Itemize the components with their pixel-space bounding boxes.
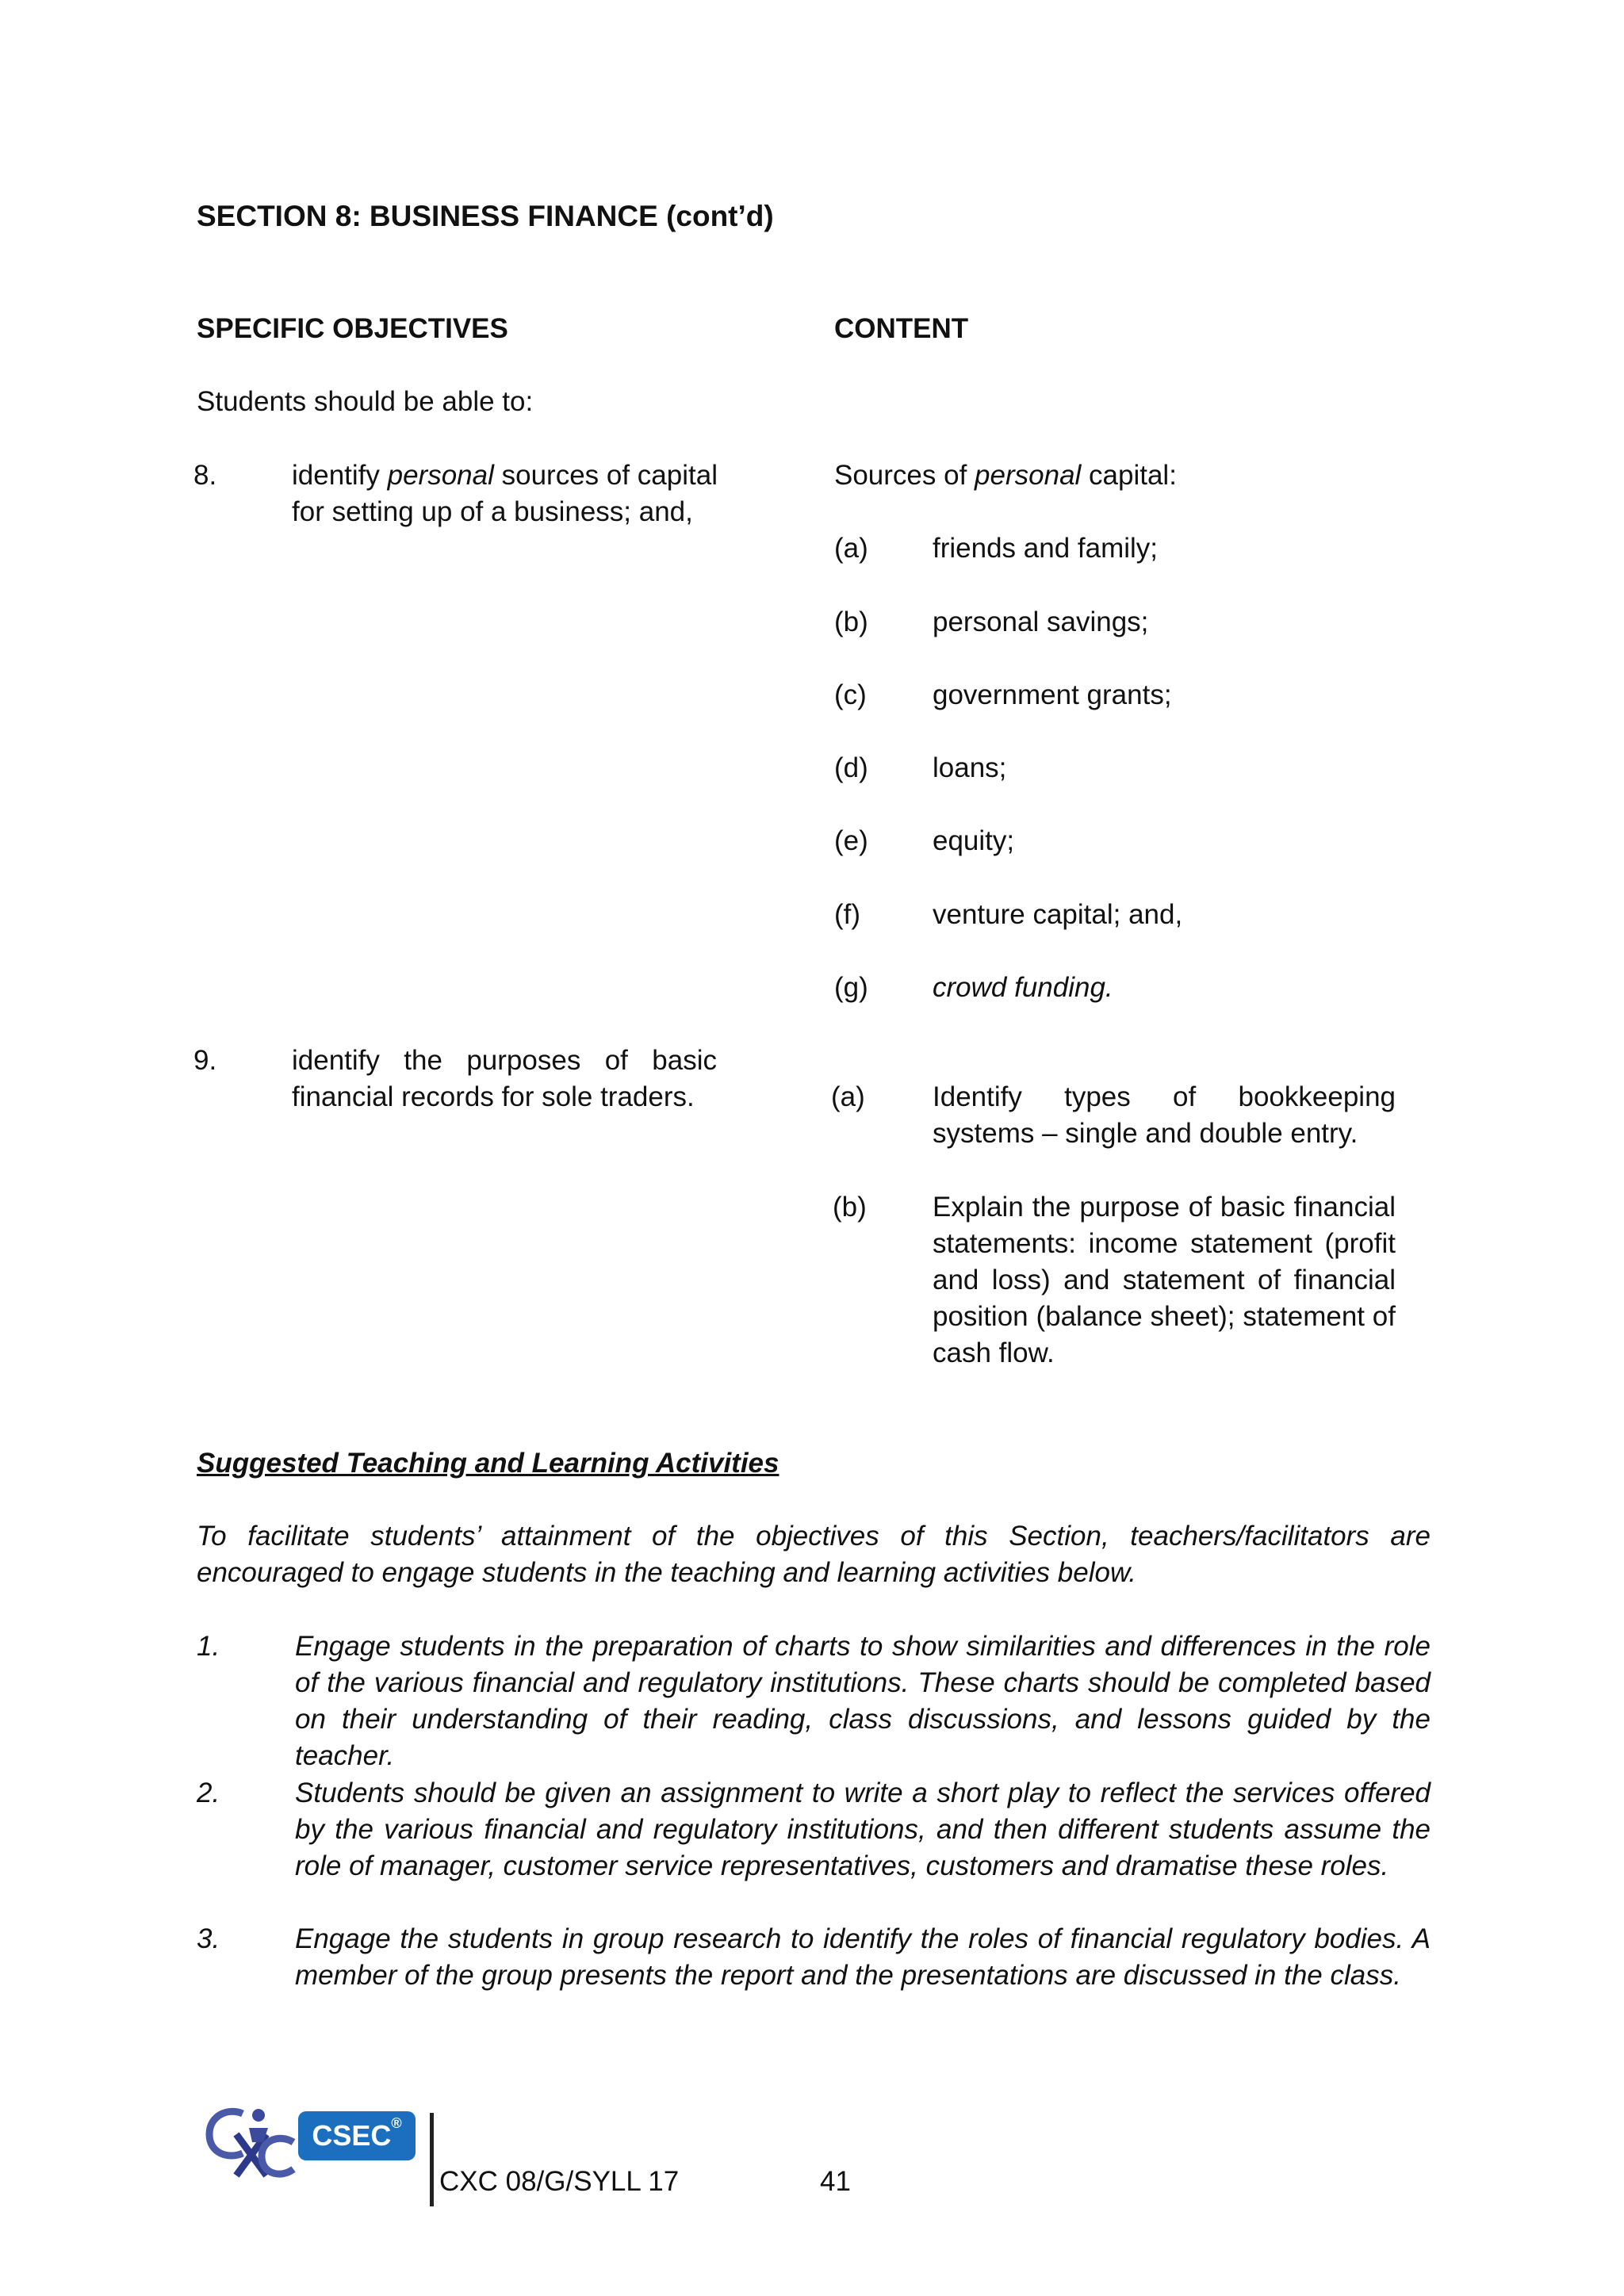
cxc-logo-icon	[205, 2104, 298, 2180]
activities-heading: Suggested Teaching and Learning Activities	[197, 1448, 779, 1479]
content-8-item-b-text: personal savings;	[933, 607, 1149, 637]
content-8-lead: Sources of personal capital:	[834, 460, 1177, 491]
activity-2-number: 2.	[197, 1777, 220, 1808]
objective-9-line-1: identify the purposes of basic	[292, 1045, 717, 1076]
content-9-b-label: (b)	[833, 1192, 867, 1223]
content-8-item-c-label: (c)	[834, 679, 867, 710]
content-header: CONTENT	[834, 313, 969, 344]
content-9-b-text: Explain the purpose of basic financial statements: income statement (profit and loss) and statement of financial position (balance sheet); statement of cash flow.	[933, 1192, 1396, 1368]
objective-9-line-2: financial records for sole traders.	[292, 1081, 695, 1112]
csec-logo: CSEC®	[298, 2111, 416, 2160]
content-9-a-label: (a)	[831, 1081, 865, 1112]
content-8-item-g-label: (g)	[834, 972, 868, 1003]
content-8-item-d-label: (d)	[834, 752, 868, 783]
footer-code: CXC 08/G/SYLL 17	[439, 2166, 680, 2197]
objective-8-text: identify personal sources of capital for setting up of a business; and,	[292, 460, 718, 527]
content-8-item-c-text: government grants;	[933, 679, 1172, 710]
objective-8-number: 8.	[193, 460, 217, 491]
section-title: SECTION 8: BUSINESS FINANCE (cont’d)	[197, 200, 774, 232]
activity-1-number: 1.	[197, 1631, 220, 1662]
footer-divider	[430, 2113, 434, 2206]
objective-9-number: 9.	[193, 1045, 217, 1076]
content-8-item-g-text: crowd funding.	[933, 972, 1113, 1003]
objectives-intro: Students should be able to:	[197, 386, 534, 417]
content-8-item-f-label: (f)	[834, 899, 861, 930]
page-number: 41	[820, 2166, 851, 2197]
content-8-item-a-text: friends and family;	[933, 533, 1159, 564]
activity-3-number: 3.	[197, 1923, 220, 1954]
content-8-item-d-text: loans;	[933, 752, 1007, 783]
content-8-item-a-label: (a)	[834, 533, 868, 564]
content-9-a-text: Identify types of bookkeeping systems – single and double entry.	[933, 1081, 1396, 1149]
activity-3-text: Engage the students in group research to identify the roles of financial regulatory bodies. A member of the group presents the report and the presentations are discussed in the class.	[295, 1923, 1431, 1991]
activity-1-text: Engage students in the preparation of charts to show similarities and differences in the role of the various financial and regulatory institutions. These charts should be completed based on their understanding of their reading, class discussions, and lessons guided by the teacher.	[295, 1631, 1431, 1771]
content-8-item-f-text: venture capital; and,	[933, 899, 1183, 930]
activity-2-text: Students should be given an assignment to write a short play to reflect the services offered by the various financial and regulatory institutions, and then different students assume the role of manager, customer service representatives, customers and dramatise these roles.	[295, 1777, 1431, 1881]
content-8-item-e-text: equity;	[933, 825, 1015, 856]
content-8-item-b-label: (b)	[834, 607, 868, 637]
content-8-item-e-label: (e)	[834, 825, 868, 856]
activities-intro: To facilitate students’ attainment of the objectives of this Section, teachers/facilitators are encouraged to engage students in the teaching and learning activities below.	[197, 1521, 1431, 1588]
objectives-header: SPECIFIC OBJECTIVES	[197, 313, 508, 344]
